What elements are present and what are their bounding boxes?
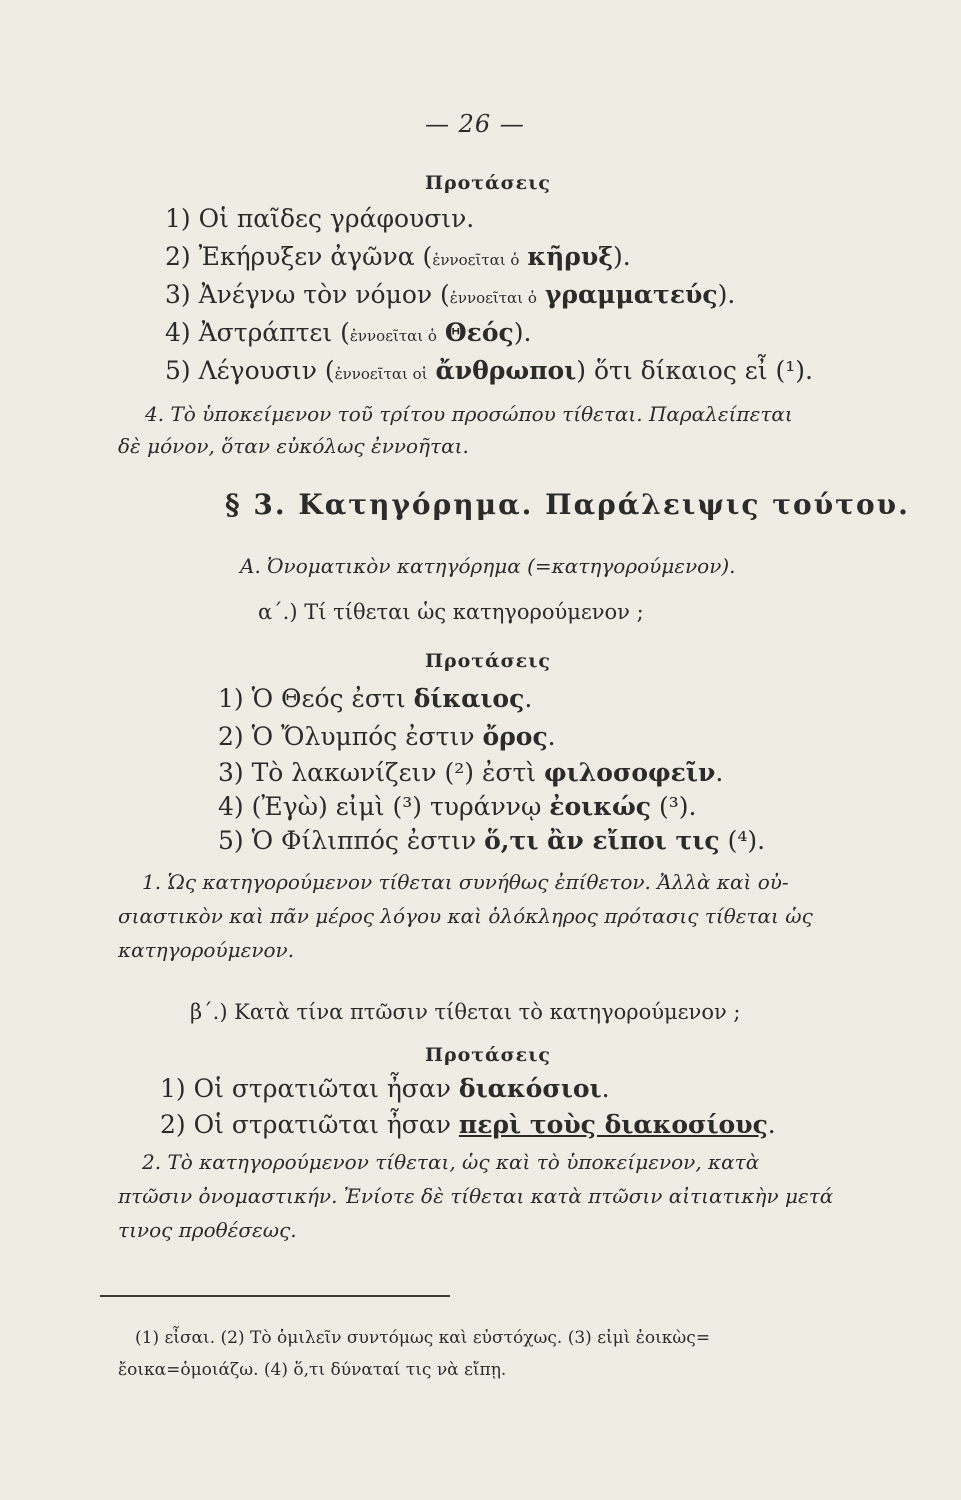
- note-2-line-3: τινος προθέσεως.: [118, 1218, 297, 1242]
- question-b: β΄.) Κατὰ τίνα πτῶσιν τίθεται τὸ κατηγορούμενον ;: [190, 1000, 741, 1024]
- page-number: — 26 —: [425, 110, 525, 138]
- block2-line-3: 3) Τὸ λακωνίζειν (²) ἐστὶ φιλοσοφεῖν.: [218, 758, 724, 787]
- block1-heading: Προτάσεις: [425, 172, 551, 194]
- block1-line-1: 1) Οἱ παῖδες γράφουσιν.: [165, 204, 475, 233]
- note-1-line-1: 1. Ὡς κατηγορούμενον τίθεται συνήθως ἐπίθετον. Ἀλλὰ καὶ οὐ-: [142, 870, 789, 894]
- block2-line-2: 2) Ὁ Ὄλυμπός ἐστιν ὄρος.: [218, 722, 556, 751]
- block1-line-3: 3) Ἀνέγνω τὸν νόμον (ἐννοεῖται ὁ γραμματεύς).: [165, 280, 736, 309]
- block3-line-2: 2) Οἱ στρατιῶται ἦσαν περὶ τοὺς διακοσίους.: [160, 1110, 776, 1139]
- block3-line-1: 1) Οἱ στρατιῶται ἦσαν διακόσιοι.: [160, 1074, 610, 1103]
- note-1-line-2: σιαστικὸν καὶ πᾶν μέρος λόγου καὶ ὁλόκληρος πρότασις τίθεται ὡς: [118, 904, 813, 928]
- block2-heading: Προτάσεις: [425, 650, 551, 672]
- note-2-line-1: 2. Τὸ κατηγορούμενον τίθεται, ὡς καὶ τὸ ὑποκείμενον, κατὰ: [142, 1150, 760, 1174]
- footnote-rule: [100, 1295, 450, 1297]
- question-a: α΄.) Τί τίθεται ὡς κατηγορούμενον ;: [258, 600, 644, 624]
- note-1-line-3: κατηγορούμενον.: [118, 938, 295, 962]
- block1-line-5: 5) Λέγουσιν (ἐννοεῖται οἱ ἄνθρωποι) ὅτι δίκαιος εἶ (¹).: [165, 356, 813, 385]
- block2-line-4: 4) (Ἐγὼ) εἰμὶ (³) τυράννῳ ἐοικώς (³).: [218, 792, 697, 821]
- footnotes-line-2: ἔοικα=ὁμοιάζω. (4) ὅ,τι δύναταί τις νὰ εἴπῃ.: [118, 1360, 507, 1380]
- block3-heading: Προτάσεις: [425, 1044, 551, 1066]
- block2-line-1: 1) Ὁ Θεός ἐστι δίκαιος.: [218, 684, 533, 713]
- footnotes-line-1: (1) εἶσαι. (2) Τὸ ὁμιλεῖν συντόμως καὶ εὐστόχως. (3) εἰμὶ ἐοικὼς=: [135, 1328, 711, 1348]
- block2-line-5: 5) Ὁ Φίλιππός ἐστιν ὅ,τι ἂν εἴποι τις (⁴).: [218, 826, 766, 855]
- block1-line-2: 2) Ἐκήρυξεν ἀγῶνα (ἐννοεῖται ὁ κῆρυξ).: [165, 242, 631, 271]
- note-4-line-2: δὲ μόνον, ὅταν εὐκόλως ἐννοῆται.: [118, 434, 469, 458]
- subsection-a: Α. Ὀνοματικὸν κατηγόρημα (=κατηγορούμενον).: [240, 554, 736, 578]
- note-2-line-2: πτῶσιν ὀνομαστικήν. Ἐνίοτε δὲ τίθεται κατὰ πτῶσιν αἰτιατικὴν μετά: [118, 1184, 834, 1208]
- section-title: § 3. Κατηγόρημα. Παράλειψις τούτου.: [225, 488, 910, 521]
- note-4-line-1: 4. Τὸ ὑποκείμενον τοῦ τρίτου προσώπου τίθεται. Παραλείπεται: [145, 402, 793, 426]
- block1-line-4: 4) Ἀστράπτει (ἐννοεῖται ὁ Θεός).: [165, 318, 532, 347]
